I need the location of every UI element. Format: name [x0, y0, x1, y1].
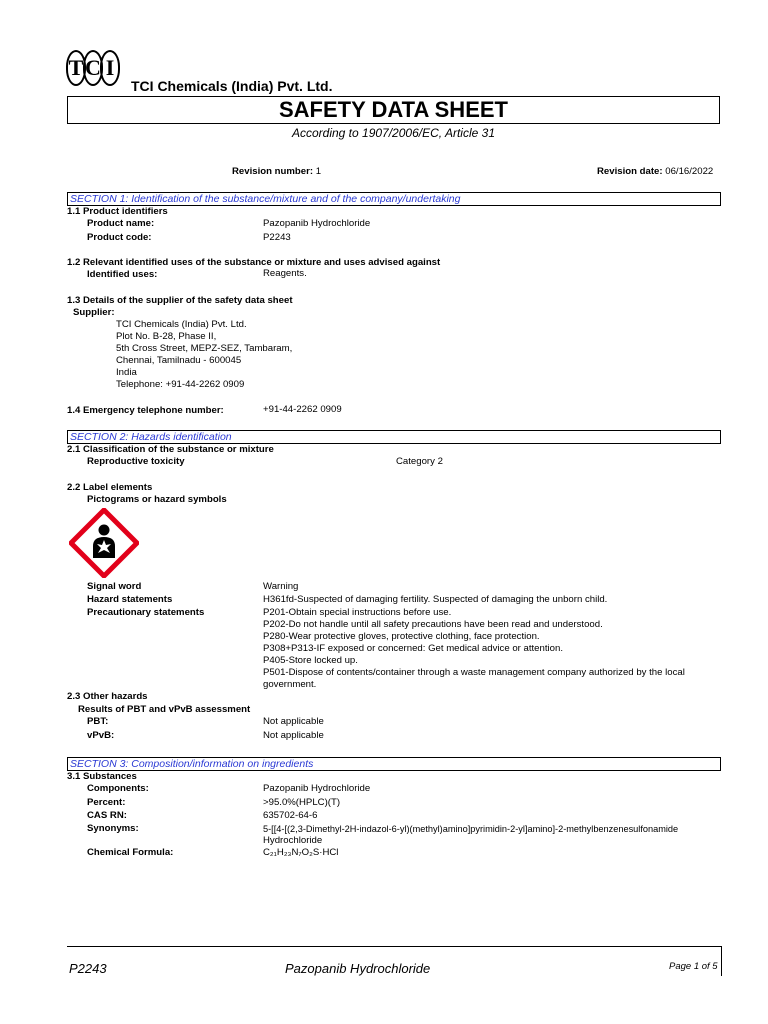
product-code-label: Product code: — [87, 232, 152, 243]
supplier-line: Telephone: +91-44-2262 0909 — [116, 379, 245, 390]
supplier-line: Chennai, Tamilnadu - 600045 — [116, 355, 242, 366]
precautionary-statement: P201-Obtain special instructions before use. — [263, 607, 452, 618]
classification-value: Category 2 — [396, 456, 443, 467]
components-value: Pazopanib Hydrochloride — [263, 783, 371, 794]
chemical-formula-label: Chemical Formula: — [87, 847, 174, 858]
subsection-1-2: 1.2 Relevant identified uses of the substance or mixture and uses advised against — [67, 257, 441, 268]
subsection-1-1: 1.1 Product identifiers — [67, 206, 168, 217]
hazard-statement: H361fd-Suspected of damaging fertility. Suspected of damaging the unborn child. — [263, 594, 608, 605]
percent-label: Percent: — [87, 797, 126, 808]
logo-letter: C — [83, 50, 103, 86]
signal-word-label: Signal word — [87, 581, 142, 592]
revision-number: Revision number: 1 — [232, 166, 322, 177]
classification-label: Reproductive toxicity — [87, 456, 185, 467]
supplier-label: Supplier: — [73, 307, 115, 318]
footer-product-name: Pazopanib Hydrochloride — [285, 961, 431, 976]
pbt-label: PBT: — [87, 716, 109, 727]
product-name: Pazopanib Hydrochloride — [263, 218, 371, 229]
pictograms-label: Pictograms or hazard symbols — [87, 494, 227, 505]
precautionary-statement: P308+P313-IF exposed or concerned: Get medical advice or attention. — [263, 643, 563, 654]
footer-page-number: Page 1 of 5 — [669, 961, 718, 972]
emergency-label: 1.4 Emergency telephone number: — [67, 405, 224, 416]
subsection-3-1: 3.1 Substances — [67, 771, 137, 782]
signal-word: Warning — [263, 581, 299, 592]
precautionary-statement: government. — [263, 679, 317, 690]
subsection-2-3: 2.3 Other hazards — [67, 691, 148, 702]
tci-logo — [66, 50, 126, 92]
precautionary-statement: P405-Store locked up. — [263, 655, 358, 666]
logo-letter: T — [66, 50, 86, 86]
subsection-2-1: 2.1 Classification of the substance or mixture — [67, 444, 274, 455]
vpvb-label: vPvB: — [87, 730, 115, 741]
identified-uses: Reagents. — [263, 268, 307, 279]
section-3-heading: SECTION 3: Composition/information on ingredients — [67, 757, 721, 771]
chemical-formula: C₂₁H₂₃N₇O₂S·HCl — [263, 847, 339, 858]
logo-letter: I — [100, 50, 120, 86]
precautionary-statements-label: Precautionary statements — [87, 607, 205, 618]
company-name: TCI Chemicals (India) Pvt. Ltd. — [131, 78, 333, 94]
product-code: P2243 — [263, 232, 291, 243]
cas-value: 635702-64-6 — [263, 810, 318, 821]
hazard-statements-label: Hazard statements — [87, 594, 173, 605]
precautionary-statement: P501-Dispose of contents/container through a waste management company authorized by the local — [263, 667, 685, 678]
footer-product-code: P2243 — [69, 961, 107, 976]
subsection-1-3: 1.3 Details of the supplier of the safety data sheet — [67, 295, 293, 306]
pbt-assessment-heading: Results of PBT and vPvB assessment — [78, 704, 251, 715]
supplier-line: Plot No. B-28, Phase II, — [116, 331, 217, 342]
identified-uses-label: Identified uses: — [87, 269, 158, 280]
synonym-line: Hydrochloride — [263, 835, 323, 846]
components-label: Components: — [87, 783, 149, 794]
vpvb-value: Not applicable — [263, 730, 324, 741]
section-1-heading: SECTION 1: Identification of the substance/mixture and of the company/undertaking — [67, 192, 721, 206]
subsection-2-2: 2.2 Label elements — [67, 482, 153, 493]
page-title: SAFETY DATA SHEET — [67, 96, 720, 124]
supplier-line: 5th Cross Street, MEPZ-SEZ, Tambaram, — [116, 343, 293, 354]
emergency-number: +91-44-2262 0909 — [263, 404, 342, 415]
page-subtitle: According to 1907/2006/EC, Article 31 — [291, 126, 495, 140]
precautionary-statement: P202-Do not handle until all safety precautions have been read and understood. — [263, 619, 603, 630]
synonym-line: 5-[[4-[(2,3-Dimethyl-2H-indazol-6-yl)(methyl)amino]pyrimidin-2-yl]amino]-2-methylbenzenesulfonamide — [263, 824, 679, 834]
product-name-label: Product name: — [87, 218, 155, 229]
percent-value: >95.0%(HPLC)(T) — [263, 797, 341, 808]
pbt-value: Not applicable — [263, 716, 324, 727]
section-2-heading: SECTION 2: Hazards identification — [67, 430, 721, 444]
health-hazard-pictogram-icon — [69, 508, 139, 578]
supplier-line: India — [116, 367, 137, 378]
precautionary-statement: P280-Wear protective gloves, protective clothing, face protection. — [263, 631, 540, 642]
synonyms-label: Synonyms: — [87, 823, 139, 834]
cas-label: CAS RN: — [87, 810, 127, 821]
revision-date: Revision date: 06/16/2022 — [597, 166, 714, 177]
supplier-line: TCI Chemicals (India) Pvt. Ltd. — [116, 319, 247, 330]
